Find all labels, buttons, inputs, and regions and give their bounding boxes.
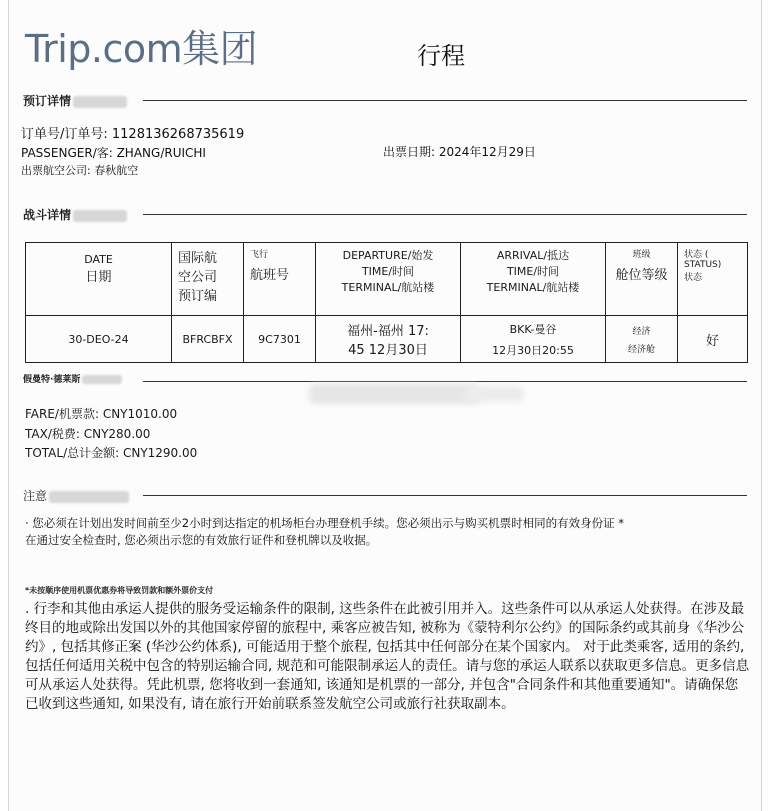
total-amount: TOTAL/总计金额: CNY1290.00 [25, 446, 198, 460]
redaction-blur [49, 491, 129, 503]
issue-date: 出票日期: 2024年12月29日 [383, 145, 536, 159]
flight-number: 9C7301 [244, 316, 316, 363]
notice-line-2: 在通过安全检查时, 您必须出示您的有效旅行证件和登机牌以及收据。 [25, 533, 378, 547]
redaction-blur [82, 375, 122, 384]
header-departure: DEPARTURE/始发 TIME/时间 TERMINAL/航站楼 [316, 243, 461, 316]
flight-section-heading [23, 206, 127, 223]
fare-section-heading [23, 372, 122, 385]
notes-section-label: 注意 [23, 489, 48, 503]
issuing-airline: 出票航空公司: 春秋航空 [21, 164, 139, 177]
tax-amount: TAX/税费: CNY280.00 [25, 427, 151, 441]
flight-section-label: 战斗详情 [23, 208, 72, 222]
header-pnr: 国际航 空公司 预订编 [172, 243, 244, 316]
redaction-blur [464, 386, 524, 402]
coupon-fine-print: *未按顺序使用机票优惠券将导致罚款和额外票价支付 [25, 586, 214, 595]
section-divider [143, 214, 747, 215]
arrival-info: BKK-曼谷 12月30日20:55 [461, 316, 606, 363]
redaction-blur [73, 210, 127, 222]
header-date: DATE 日期 [26, 243, 172, 316]
redaction-blur [309, 384, 479, 404]
notice-line-1: · 您必须在计划出发时间前至少2小时到达指定的机场柜台办理登机手续。您必须出示与购买机票时相同的有效身份证 * [25, 516, 625, 530]
trip-com-logo: Trip.com集团 [25, 27, 258, 71]
fare-section-label: 假曼特·德莱斯 [23, 375, 81, 385]
flight-details-table [25, 242, 748, 363]
section-divider [143, 381, 747, 382]
section-divider [143, 100, 747, 101]
carriage-terms: . 行李和其他由承运人提供的服务受运输条件的限制, 这些条件在此被引用并入。这些条件可以从承运人处获得。在涉及最终目的地或除出发国以外的其他国家停留的旅程中, 乘客应被告知, 被称为《蒙特利尔公约》的国际条约或其前身《华沙公约》, 包括其修正案 (华沙公约体系), 可能适用于整个旅程, 包括其中任何部分在某个国家内。 对于此类乘客, 适用的条约, 包括任何适用关税中包含的特别运输合同, 规范和可能限制承运人的责任。请与您的承运人联系以获取更多信息。更多信息可从承运人处获得。凭此机票, 您将收到一套通知, 该通知是机票的一部分, 并包含"合同条件和其他重要通知"。请确保您已收到这些通知, 如果没有, 请在旅行开始前联系签发航空公司或旅行社获取副本。 [25, 601, 750, 712]
fare-amount: FARE/机票款: CNY1010.00 [25, 407, 178, 421]
passenger-name: PASSENGER/客: ZHANG/RUICHI [21, 146, 206, 160]
cabin-class: 经济 经济舱 [606, 316, 678, 363]
redaction-blur [73, 96, 127, 108]
booking-section-label: 预订详情 [23, 94, 72, 108]
booking-section-heading [23, 92, 127, 109]
flight-date: 30-DEO-24 [26, 316, 172, 363]
section-divider [143, 495, 747, 496]
document-title: 行程 [417, 42, 465, 70]
notes-section-heading [23, 487, 129, 504]
booking-status: 好 [678, 316, 748, 363]
order-number: 订单号/订单号: 1128136268735619 [21, 127, 245, 142]
header-status: 状态 ( STATUS) 状态 [678, 243, 748, 316]
table-row [26, 316, 748, 363]
check-in-notice [25, 515, 749, 549]
table-header-row [26, 243, 748, 316]
header-flight-no: 飞行 航班号 [244, 243, 316, 316]
header-arrival: ARRIVAL/抵达 TIME/时间 TERMINAL/航站楼 [461, 243, 606, 316]
booking-reference: BFRCBFX [172, 316, 244, 363]
departure-info: 福州-福州 17: 45 12月30日 [316, 316, 461, 363]
itinerary-page [8, 0, 762, 811]
header-class: 班级 舱位等级 [606, 243, 678, 316]
